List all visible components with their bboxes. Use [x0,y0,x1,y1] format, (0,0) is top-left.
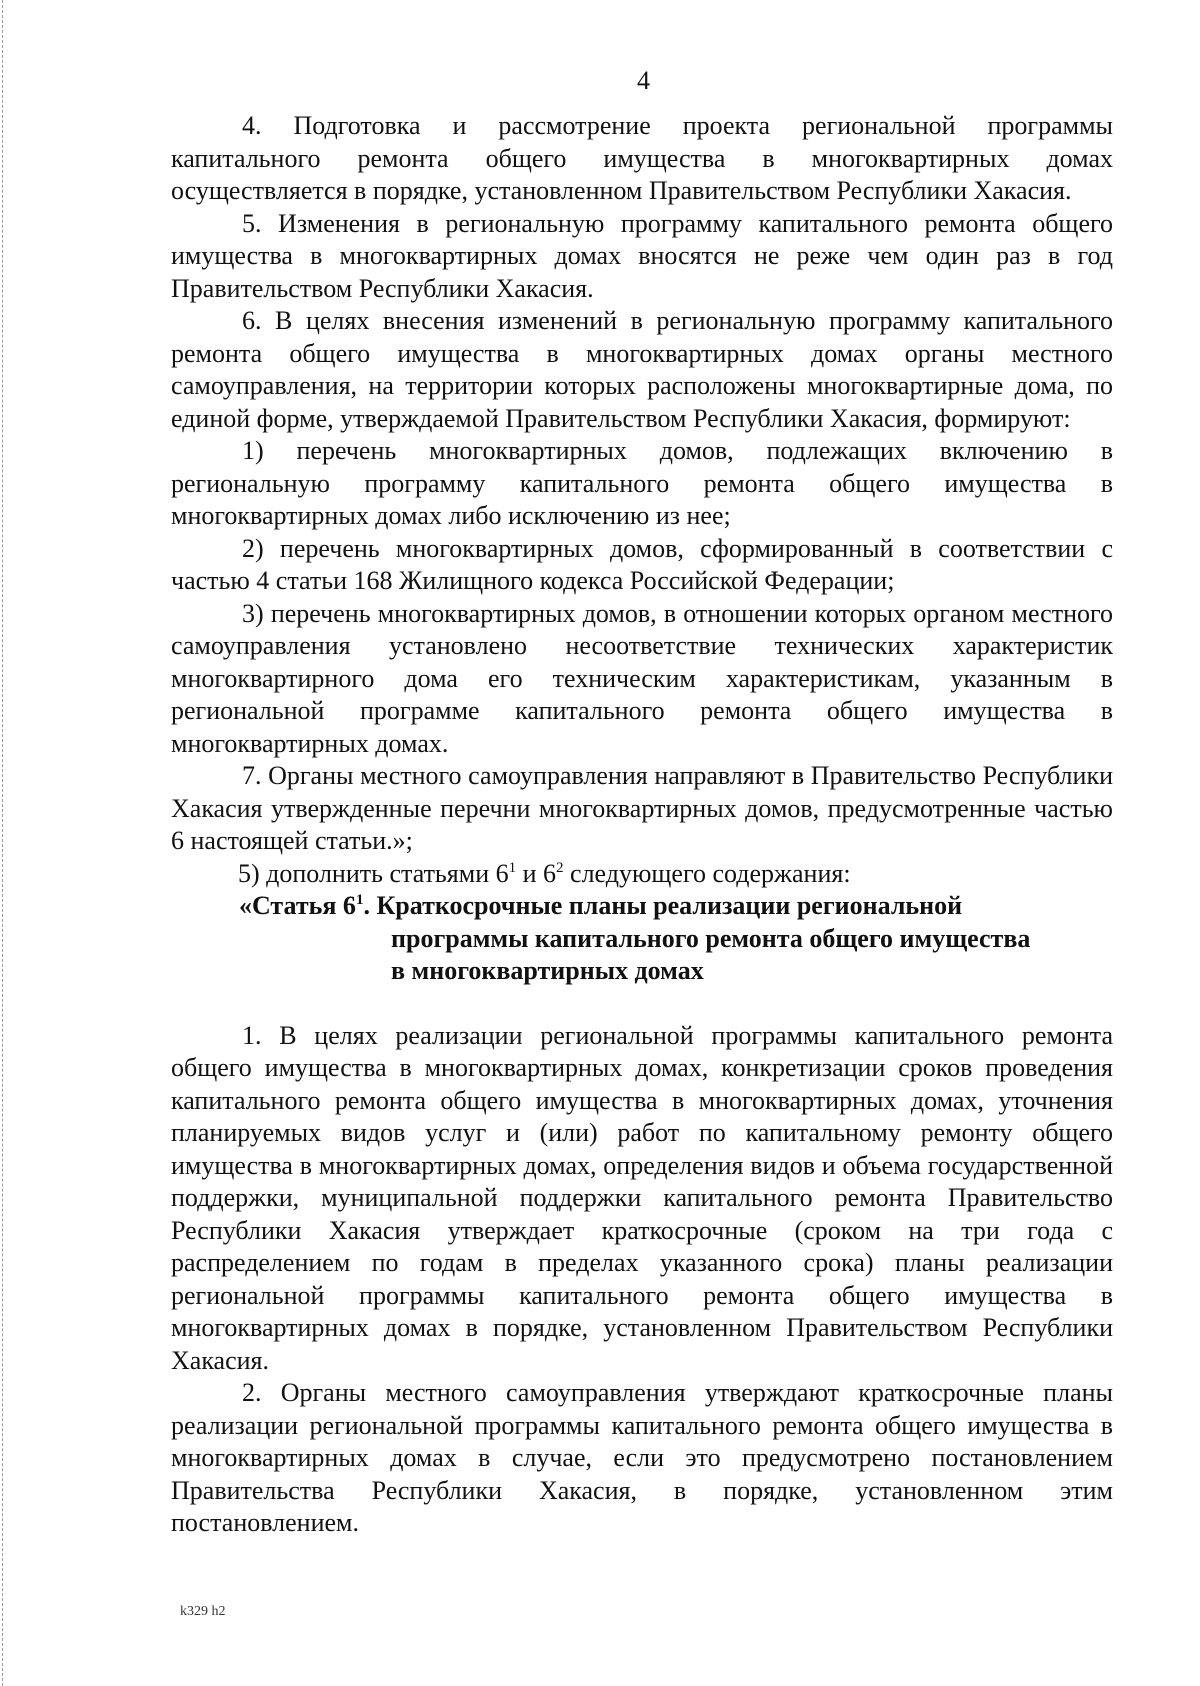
document-body [171,110,1113,1540]
paragraph-4: 4. Подготовка и рассмотрение проекта региональной программы капитального ремонта общего имущества в многоквартирных домах осуществляется в порядке, установленном Правительством Республики Хакасия. [171,111,1113,205]
page-number: 4 [637,66,650,95]
article-heading-line2: программы капитального ремонта общего имущества [391,923,1031,953]
footer-code: k329 h2 [180,1604,226,1619]
list-item-3: 3) перечень многоквартирных домов, в отношении которых органом местного самоуправления установлено несоответствие технических характеристик многоквартирного дома его техническим характеристикам, указанным в региональной программе капитального ремонта общего имущества в многоквартирных домах. [171,598,1113,758]
article-paragraph-1: 1. В целях реализации региональной программы капитального ремонта общего имущества в многоквартирных домах, конкретизации сроков проведения капитального ремонта общего имущества в многоквартирных домах, уточнения планируемых видов услуг и (или) работ по капитальному ремонту общего имущества в многоквартирных домах, определения видов и объема государственной поддержки, муниципальной поддержки капитального ремонта Правительство Республики Хакасия утверждает краткосрочные (сроком на три года с распределением по годам в пределах указанного срока) планы реализации региональной программы капитального ремонта общего имущества в многоквартирных домах в порядке, установленном Правительством Республики Хакасия. [171,1020,1113,1375]
article-heading-sup: 1 [355,892,364,908]
paragraph-7: 7. Органы местного самоуправления направляют в Правительство Республики Хакасия утвержденные перечни многоквартирных домов, предусмотренные частью 6 настоящей статьи.»; [171,761,1113,855]
amendment-prefix: 5) дополнить статьями 6 [238,858,509,888]
list-item-2: 2) перечень многоквартирных домов, сформированный в соответствии с частью 4 статьи 168 Жилищного кодекса Российской Федерации; [171,533,1113,595]
article-paragraph-2: 2. Органы местного самоуправления утверждают краткосрочные планы реализации региональной программы капитального ремонта общего имущества в многоквартирных домах в случае, если это предусмотрено постановлением Правительства Республики Хакасия, в порядке, установленном этим постановлением. [171,1378,1113,1537]
article-heading [171,890,1113,988]
article-heading-prefix: «Статья 6 [239,891,356,920]
paragraph-6: 6. В целях внесения изменений в региональную программу капитального ремонта общего имущества в многоквартирных домах органы местного самоуправления, на территории которых расположены многоквартирные дома, по единой форме, утверждаемой Правительством Республики Хакасия, формируют: [171,306,1113,433]
amendment-sup-2: 2 [556,859,564,876]
amendment-middle: и 6 [516,858,557,888]
article-heading-line3: в многоквартирных домах [391,956,704,985]
article-heading-line1: . Краткосрочные планы реализации региональной [363,891,963,920]
amendment-line [171,858,1113,891]
amendment-sup-1: 1 [508,859,517,876]
amendment-suffix: следующего содержания: [563,858,851,888]
scan-edge-line [2,0,3,1686]
heading-spacer [171,988,1113,1020]
list-item-1: 1) перечень многоквартирных домов, подлежащих включению в региональную программу капитального ремонта общего имущества в многоквартирных домах либо исключению из нее; [171,436,1113,530]
paragraph-5: 5. Изменения в региональную программу капитального ремонта общего имущества в многоквартирных домах вносятся не реже чем один раз в год Правительством Республики Хакасия. [171,208,1113,303]
